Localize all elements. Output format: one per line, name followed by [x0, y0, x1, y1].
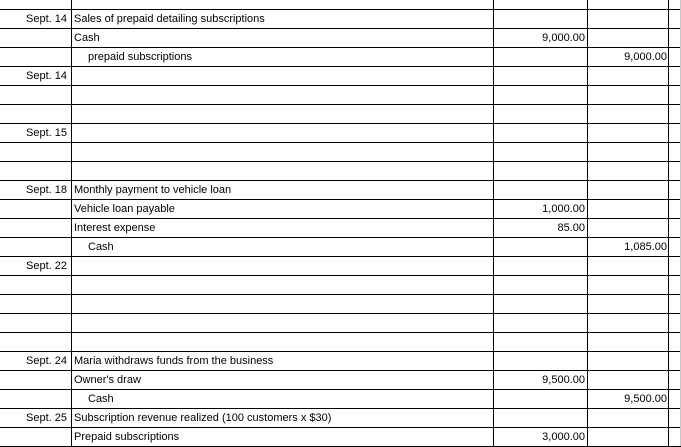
credit-cell[interactable] [588, 29, 669, 48]
credit-cell[interactable] [588, 428, 669, 447]
date-cell[interactable] [0, 428, 69, 447]
date-cell[interactable] [0, 276, 69, 295]
journal-row [0, 219, 681, 238]
description-cell[interactable]: Owner's draw [74, 374, 141, 386]
date-cell[interactable] [0, 333, 69, 352]
date-cell[interactable] [0, 390, 69, 409]
row-divider [0, 351, 681, 352]
description-cell[interactable]: Monthly payment to vehicle loan [74, 184, 232, 196]
description-cell[interactable]: Cash [74, 32, 100, 44]
journal-row [0, 333, 681, 352]
journal-row [0, 409, 681, 428]
row-divider [0, 237, 681, 238]
debit-cell[interactable] [494, 409, 588, 428]
row-divider [0, 370, 681, 371]
credit-cell[interactable] [588, 295, 669, 314]
credit-cell[interactable] [588, 105, 669, 124]
journal-row [0, 257, 681, 276]
credit-cell[interactable] [588, 143, 669, 162]
date-cell[interactable]: Sept. 14 [26, 13, 67, 25]
debit-cell[interactable] [494, 48, 588, 67]
date-cell[interactable] [0, 295, 69, 314]
date-cell[interactable] [0, 371, 69, 390]
debit-cell[interactable] [494, 67, 588, 86]
date-cell[interactable] [0, 48, 69, 67]
description-cell[interactable]: Subscription revenue realized (100 customers x $30) [74, 412, 332, 424]
date-cell[interactable]: Sept. 22 [26, 260, 67, 272]
row-divider [0, 66, 681, 67]
debit-cell[interactable]: 1,000.00 [542, 203, 585, 215]
row-divider [0, 47, 681, 48]
description-cell[interactable]: prepaid subscriptions [88, 51, 192, 63]
credit-cell[interactable] [588, 181, 669, 200]
description-cell[interactable] [72, 333, 492, 352]
row-divider [0, 408, 681, 409]
description-cell[interactable] [72, 105, 492, 124]
debit-cell[interactable] [494, 238, 588, 257]
date-cell[interactable] [0, 314, 69, 333]
description-cell[interactable]: Cash [88, 393, 114, 405]
credit-cell[interactable] [588, 200, 669, 219]
description-cell[interactable]: Maria withdraws funds from the business [74, 355, 274, 367]
row-divider [0, 123, 681, 124]
description-cell[interactable] [72, 162, 492, 181]
description-cell[interactable] [72, 67, 492, 86]
column-divider [71, 0, 72, 446]
description-cell[interactable] [72, 143, 492, 162]
description-cell[interactable]: Interest expense [74, 222, 156, 234]
row-divider [0, 275, 681, 276]
journal-row [0, 390, 681, 409]
description-cell[interactable] [72, 295, 492, 314]
date-cell[interactable]: Sept. 15 [26, 127, 67, 139]
journal-row [0, 143, 681, 162]
date-cell[interactable]: Sept. 24 [26, 355, 67, 367]
journal-row [0, 371, 681, 390]
credit-cell[interactable] [588, 219, 669, 238]
journal-row [0, 181, 681, 200]
journal-row [0, 352, 681, 371]
debit-cell[interactable]: 3,000.00 [542, 431, 585, 443]
credit-cell[interactable] [588, 371, 669, 390]
credit-cell[interactable] [588, 86, 669, 105]
debit-cell[interactable] [494, 105, 588, 124]
journal-row [0, 428, 681, 447]
debit-cell[interactable] [494, 143, 588, 162]
credit-cell[interactable]: 9,500.00 [624, 393, 667, 405]
debit-cell[interactable] [494, 276, 588, 295]
debit-cell[interactable] [494, 257, 588, 276]
journal-row [0, 295, 681, 314]
row-divider [0, 104, 681, 105]
journal-row [0, 67, 681, 86]
credit-cell[interactable]: 9,000.00 [624, 51, 667, 63]
date-cell[interactable]: Sept. 25 [26, 412, 67, 424]
description-cell[interactable] [72, 314, 492, 333]
debit-cell[interactable]: 9,000.00 [542, 32, 585, 44]
row-divider [0, 427, 681, 428]
journal-row [0, 86, 681, 105]
credit-cell[interactable] [588, 314, 669, 333]
description-cell[interactable] [72, 276, 492, 295]
journal-row [0, 105, 681, 124]
date-cell[interactable] [0, 219, 69, 238]
debit-cell[interactable] [494, 10, 588, 29]
debit-cell[interactable] [494, 181, 588, 200]
row-divider [0, 332, 681, 333]
credit-cell[interactable] [588, 333, 669, 352]
description-cell[interactable]: Cash [88, 241, 114, 253]
journal-row [0, 162, 681, 181]
date-cell[interactable] [0, 105, 69, 124]
description-cell[interactable] [72, 124, 492, 143]
row-divider [0, 199, 681, 200]
journal-row [0, 29, 681, 48]
date-cell[interactable] [0, 200, 69, 219]
credit-cell[interactable] [588, 162, 669, 181]
date-cell[interactable] [0, 143, 69, 162]
debit-cell[interactable] [494, 390, 588, 409]
credit-cell[interactable] [588, 409, 669, 428]
date-cell[interactable] [0, 162, 69, 181]
debit-cell[interactable] [494, 295, 588, 314]
journal-row [0, 48, 681, 67]
description-cell[interactable]: Vehicle loan payable [74, 203, 175, 215]
description-cell[interactable]: Prepaid subscriptions [74, 431, 180, 443]
debit-cell[interactable]: 85.00 [557, 222, 585, 234]
date-cell[interactable] [0, 29, 69, 48]
row-divider [0, 389, 681, 390]
date-cell[interactable] [0, 238, 69, 257]
row-divider [0, 294, 681, 295]
debit-cell[interactable] [494, 314, 588, 333]
journal-row [0, 10, 681, 29]
row-divider [0, 313, 681, 314]
journal-row [0, 238, 681, 257]
row-divider [0, 180, 681, 181]
credit-cell[interactable] [588, 10, 669, 29]
row-divider [0, 9, 681, 10]
credit-cell[interactable]: 1,085.00 [624, 241, 667, 253]
debit-cell[interactable]: 9,500.00 [542, 374, 585, 386]
row-divider [0, 256, 681, 257]
row-divider [0, 85, 681, 86]
credit-cell[interactable] [588, 276, 669, 295]
row-divider [0, 28, 681, 29]
debit-cell[interactable] [494, 86, 588, 105]
journal-row [0, 276, 681, 295]
credit-cell[interactable] [588, 124, 669, 143]
debit-cell[interactable] [494, 162, 588, 181]
journal-row [0, 124, 681, 143]
date-cell[interactable] [0, 86, 69, 105]
debit-cell[interactable] [494, 124, 588, 143]
column-divider [587, 0, 588, 446]
credit-cell[interactable] [588, 257, 669, 276]
journal-row [0, 314, 681, 333]
credit-cell[interactable] [588, 67, 669, 86]
description-cell[interactable] [72, 86, 492, 105]
description-cell[interactable] [72, 257, 492, 276]
date-cell[interactable]: Sept. 18 [26, 184, 67, 196]
row-divider [0, 161, 681, 162]
column-divider [668, 0, 669, 446]
column-divider [493, 0, 494, 446]
date-cell[interactable]: Sept. 14 [26, 70, 67, 82]
description-cell[interactable]: Sales of prepaid detailing subscriptions [74, 13, 265, 25]
row-divider [0, 218, 681, 219]
row-divider [0, 142, 681, 143]
journal-row [0, 200, 681, 219]
credit-cell[interactable] [588, 352, 669, 371]
debit-cell[interactable] [494, 333, 588, 352]
debit-cell[interactable] [494, 352, 588, 371]
